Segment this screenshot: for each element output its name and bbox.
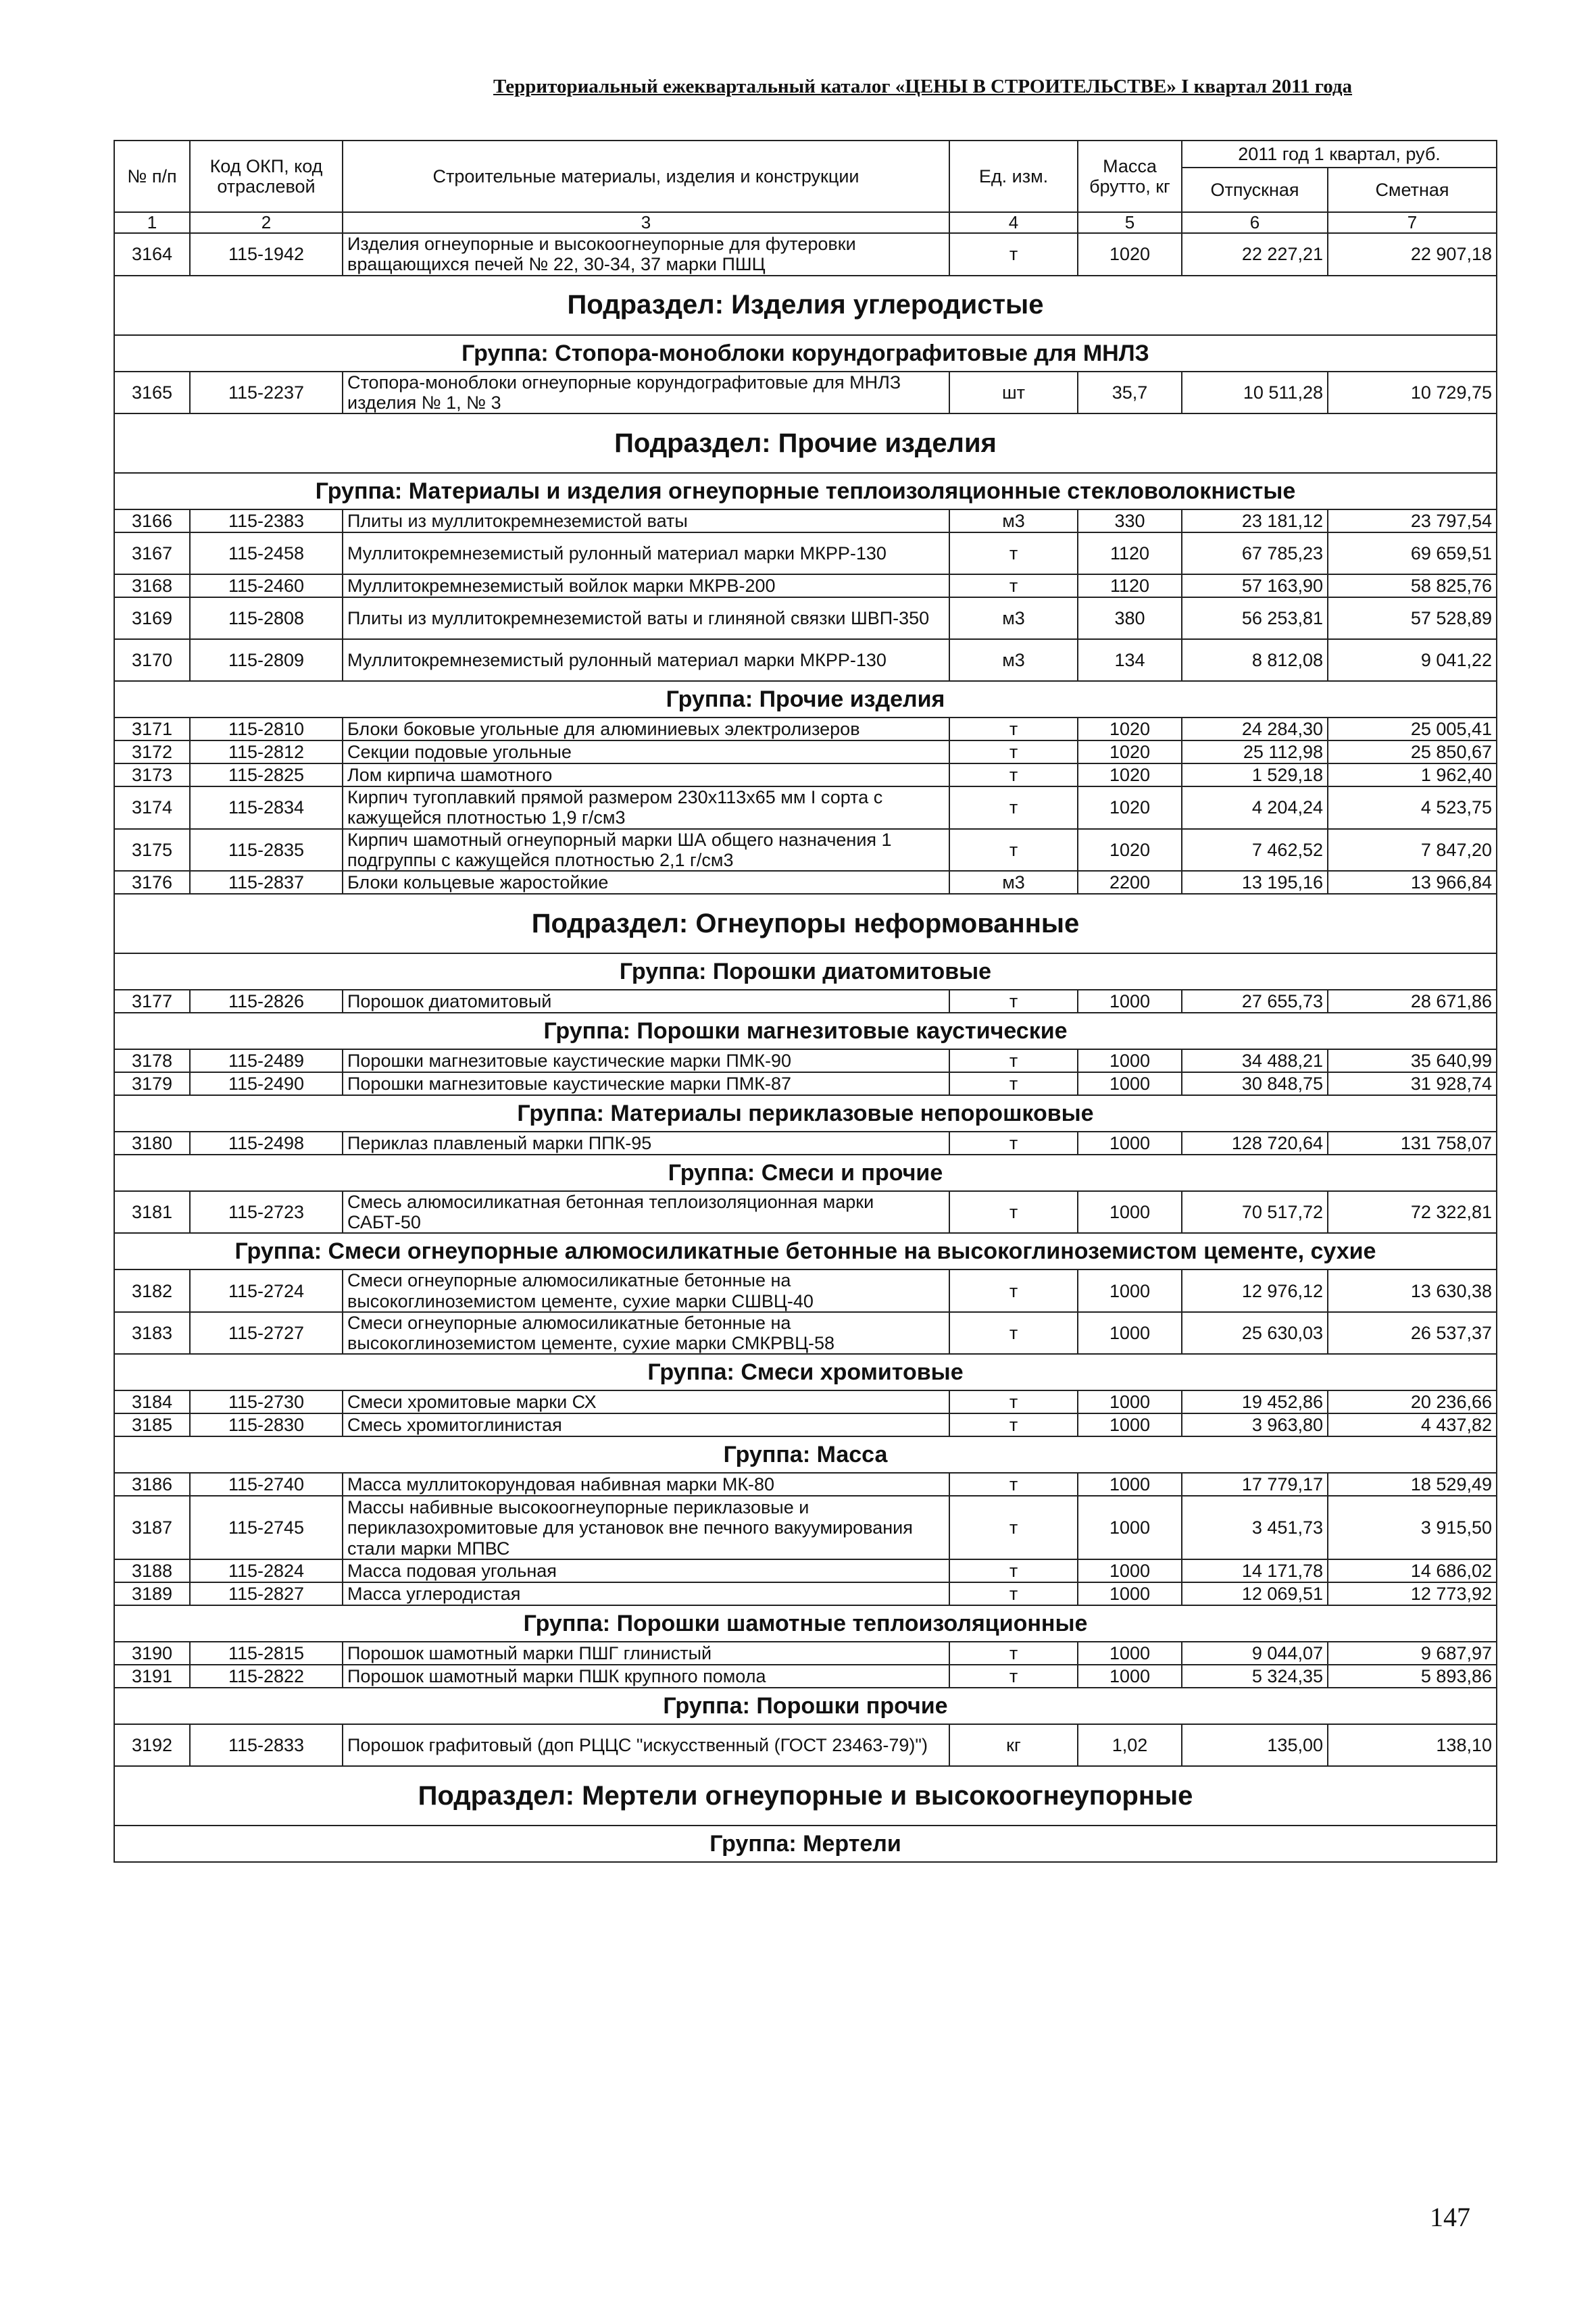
cell-num: 3187 [114,1496,190,1559]
page-number: 147 [1430,2202,1470,2232]
cell-name: Плиты из муллитокремнеземистой ваты и глиняной связки ШВП-350 [343,597,949,639]
cell-release-price: 13 195,16 [1182,871,1328,894]
cell-release-price: 12 069,51 [1182,1582,1328,1605]
cell-estimate-price: 13 966,84 [1328,871,1497,894]
price-table [114,140,1497,1863]
cell-estimate-price: 20 236,66 [1328,1390,1497,1413]
cell-code: 115-2490 [190,1072,343,1095]
cell-estimate-price: 57 528,89 [1328,597,1497,639]
cell-name: Масса муллитокорундовая набивная марки МК-80 [343,1473,949,1496]
subsection-title: Подраздел: Прочие изделия [114,413,1497,473]
cell-release-price: 12 976,12 [1182,1269,1328,1311]
cell-unit: т [949,829,1078,871]
group-row [114,1013,1497,1049]
cell-mass: 380 [1078,597,1182,639]
column-index: 7 [1328,212,1497,233]
group-title: Группа: Порошки шамотные теплоизоляционные [114,1605,1497,1642]
table-row [114,718,1497,740]
cell-estimate-price: 7 847,20 [1328,829,1497,871]
cell-mass: 1000 [1078,1559,1182,1582]
table-row [114,1269,1497,1311]
cell-num: 3190 [114,1642,190,1665]
cell-num: 3183 [114,1312,190,1354]
group-row [114,473,1497,509]
cell-name: Блоки кольцевые жаростойкие [343,871,949,894]
cell-mass: 330 [1078,509,1182,532]
cell-estimate-price: 1 962,40 [1328,763,1497,786]
cell-mass: 1000 [1078,1413,1182,1436]
cell-release-price: 3 451,73 [1182,1496,1328,1559]
cell-unit: м3 [949,871,1078,894]
table-row [114,763,1497,786]
group-title: Группа: Порошки диатомитовые [114,953,1497,990]
cell-unit: м3 [949,597,1078,639]
cell-mass: 1020 [1078,786,1182,828]
group-title: Группа: Материалы и изделия огнеупорные теплоизоляционные стекловолокнистые [114,473,1497,509]
col-header-num: № п/п [114,141,190,212]
cell-num: 3192 [114,1724,190,1766]
cell-release-price: 135,00 [1182,1724,1328,1766]
table-row [114,574,1497,597]
cell-code: 115-2834 [190,786,343,828]
cell-estimate-price: 25 850,67 [1328,740,1497,763]
cell-unit: т [949,1269,1078,1311]
cell-num: 3179 [114,1072,190,1095]
table-row [114,372,1497,413]
cell-name: Порошок шамотный марки ПШГ глинистый [343,1642,949,1665]
cell-num: 3185 [114,1413,190,1436]
col-header-period: 2011 год 1 квартал, руб. [1182,141,1497,168]
group-row [114,1354,1497,1390]
cell-code: 115-2822 [190,1665,343,1688]
cell-name: Порошки магнезитовые каустические марки ПМК-87 [343,1072,949,1095]
table-row [114,639,1497,681]
cell-release-price: 3 963,80 [1182,1413,1328,1436]
cell-estimate-price: 10 729,75 [1328,372,1497,413]
subsection-title: Подраздел: Мертели огнеупорные и высокоогнеупорные [114,1766,1497,1826]
cell-code: 115-2745 [190,1496,343,1559]
cell-release-price: 9 044,07 [1182,1642,1328,1665]
table-row [114,1049,1497,1072]
cell-num: 3166 [114,509,190,532]
table-row [114,1312,1497,1354]
cell-code: 115-2740 [190,1473,343,1496]
cell-code: 115-2810 [190,718,343,740]
cell-name: Изделия огнеупорные и высокоогнеупорные для футеровки вращающихся печей № 22, 30-34, 37 марки ПШЦ [343,233,949,275]
cell-release-price: 23 181,12 [1182,509,1328,532]
cell-estimate-price: 58 825,76 [1328,574,1497,597]
cell-mass: 1000 [1078,1642,1182,1665]
cell-num: 3178 [114,1049,190,1072]
cell-release-price: 34 488,21 [1182,1049,1328,1072]
cell-mass: 1120 [1078,532,1182,574]
cell-unit: т [949,574,1078,597]
cell-name: Порошок диатомитовый [343,990,949,1013]
cell-name: Плиты из муллитокремнеземистой ваты [343,509,949,532]
group-row [114,1605,1497,1642]
cell-release-price: 25 630,03 [1182,1312,1328,1354]
cell-unit: м3 [949,509,1078,532]
cell-unit: т [949,1413,1078,1436]
cell-release-price: 1 529,18 [1182,763,1328,786]
cell-code: 115-2830 [190,1413,343,1436]
cell-mass: 1020 [1078,718,1182,740]
cell-num: 3169 [114,597,190,639]
cell-mass: 134 [1078,639,1182,681]
group-row [114,1688,1497,1724]
cell-code: 115-2383 [190,509,343,532]
cell-release-price: 4 204,24 [1182,786,1328,828]
cell-code: 115-2808 [190,597,343,639]
group-title: Группа: Порошки прочие [114,1688,1497,1724]
cell-unit: т [949,763,1078,786]
group-row [114,1155,1497,1191]
cell-code: 115-2833 [190,1724,343,1766]
cell-estimate-price: 9 041,22 [1328,639,1497,681]
cell-estimate-price: 72 322,81 [1328,1191,1497,1233]
cell-estimate-price: 131 758,07 [1328,1132,1497,1155]
cell-num: 3175 [114,829,190,871]
table-row [114,1413,1497,1436]
cell-estimate-price: 25 005,41 [1328,718,1497,740]
col-header-estimate: Сметная [1328,168,1497,212]
cell-name: Массы набивные высокоогнеупорные периклазовые и периклазохромитовые для установок вне печного вакуумирования стали марки МПВС [343,1496,949,1559]
cell-num: 3176 [114,871,190,894]
cell-name: Масса подовая угольная [343,1559,949,1582]
table-row [114,871,1497,894]
table-row [114,829,1497,871]
cell-estimate-price: 4 437,82 [1328,1413,1497,1436]
cell-release-price: 70 517,72 [1182,1191,1328,1233]
group-title: Группа: Прочие изделия [114,681,1497,718]
cell-code: 115-2237 [190,372,343,413]
cell-code: 115-2458 [190,532,343,574]
cell-num: 3181 [114,1191,190,1233]
column-index: 2 [190,212,343,233]
cell-name: Порошок шамотный марки ПШК крупного помола [343,1665,949,1688]
cell-num: 3182 [114,1269,190,1311]
group-row [114,335,1497,372]
cell-unit: т [949,1191,1078,1233]
cell-name: Секции подовые угольные [343,740,949,763]
group-title: Группа: Материалы периклазовые непорошковые [114,1095,1497,1132]
cell-num: 3186 [114,1473,190,1496]
col-header-unit: Ед. изм. [949,141,1078,212]
cell-num: 3167 [114,532,190,574]
group-row [114,1436,1497,1473]
cell-name: Блоки боковые угольные для алюминиевых электролизеров [343,718,949,740]
cell-name: Кирпич шамотный огнеупорный марки ША общего назначения 1 подгруппы с кажущейся плотностью 2,1 г/см3 [343,829,949,871]
cell-mass: 1000 [1078,1312,1182,1354]
group-title: Группа: Смеси огнеупорные алюмосиликатные бетонные на высокоглиноземистом цементе, сухие [114,1233,1497,1269]
cell-unit: т [949,1665,1078,1688]
cell-mass: 1000 [1078,1496,1182,1559]
cell-mass: 1000 [1078,1191,1182,1233]
cell-unit: т [949,1559,1078,1582]
cell-mass: 1120 [1078,574,1182,597]
cell-estimate-price: 3 915,50 [1328,1496,1497,1559]
group-row [114,681,1497,718]
column-index: 1 [114,212,190,233]
cell-unit: т [949,1049,1078,1072]
subsection-row [114,894,1497,953]
cell-unit: т [949,233,1078,275]
cell-num: 3188 [114,1559,190,1582]
subsection-title: Подраздел: Изделия углеродистые [114,276,1497,335]
cell-code: 115-2460 [190,574,343,597]
cell-code: 115-2809 [190,639,343,681]
cell-num: 3180 [114,1132,190,1155]
table-row [114,1191,1497,1233]
cell-num: 3174 [114,786,190,828]
column-index-row [114,212,1497,233]
table-row [114,740,1497,763]
cell-unit: шт [949,372,1078,413]
cell-code: 115-2730 [190,1390,343,1413]
table-row [114,1642,1497,1665]
cell-code: 115-2498 [190,1132,343,1155]
col-header-mass: Масса брутто, кг [1078,141,1182,212]
cell-mass: 2200 [1078,871,1182,894]
cell-name: Порошки магнезитовые каустические марки ПМК-90 [343,1049,949,1072]
cell-release-price: 5 324,35 [1182,1665,1328,1688]
cell-release-price: 7 462,52 [1182,829,1328,871]
cell-unit: т [949,1072,1078,1095]
cell-release-price: 10 511,28 [1182,372,1328,413]
cell-unit: т [949,718,1078,740]
cell-release-price: 30 848,75 [1182,1072,1328,1095]
cell-name: Муллитокремнеземистый войлок марки МКРВ-200 [343,574,949,597]
cell-num: 3164 [114,233,190,275]
cell-release-price: 17 779,17 [1182,1473,1328,1496]
cell-estimate-price: 69 659,51 [1328,532,1497,574]
cell-num: 3168 [114,574,190,597]
cell-mass: 1020 [1078,233,1182,275]
cell-num: 3191 [114,1665,190,1688]
cell-code: 115-2489 [190,1049,343,1072]
group-title: Группа: Мертели [114,1826,1497,1862]
cell-mass: 1000 [1078,1132,1182,1155]
cell-estimate-price: 22 907,18 [1328,233,1497,275]
cell-name: Смесь алюмосиликатная бетонная теплоизоляционная марки САБТ-50 [343,1191,949,1233]
cell-code: 115-2826 [190,990,343,1013]
cell-mass: 1020 [1078,763,1182,786]
table-row [114,1072,1497,1095]
cell-mass: 1000 [1078,1390,1182,1413]
table-row [114,1582,1497,1605]
group-row [114,1095,1497,1132]
cell-estimate-price: 18 529,49 [1328,1473,1497,1496]
cell-mass: 1000 [1078,1072,1182,1095]
cell-code: 115-2723 [190,1191,343,1233]
cell-name: Лом кирпича шамотного [343,763,949,786]
cell-estimate-price: 23 797,54 [1328,509,1497,532]
table-row [114,233,1497,275]
cell-code: 115-2827 [190,1582,343,1605]
cell-unit: т [949,1642,1078,1665]
cell-num: 3165 [114,372,190,413]
cell-release-price: 19 452,86 [1182,1390,1328,1413]
table-row [114,1496,1497,1559]
cell-estimate-price: 138,10 [1328,1724,1497,1766]
cell-mass: 1000 [1078,1582,1182,1605]
group-title: Группа: Смеси хромитовые [114,1354,1497,1390]
cell-mass: 1000 [1078,1473,1182,1496]
cell-release-price: 14 171,78 [1182,1559,1328,1582]
col-header-code: Код ОКП, код отраслевой [190,141,343,212]
table-row [114,1390,1497,1413]
table-row [114,1559,1497,1582]
cell-mass: 1020 [1078,740,1182,763]
cell-code: 115-2727 [190,1312,343,1354]
cell-estimate-price: 35 640,99 [1328,1049,1497,1072]
group-title: Группа: Порошки магнезитовые каустические [114,1013,1497,1049]
cell-estimate-price: 13 630,38 [1328,1269,1497,1311]
col-header-name: Строительные материалы, изделия и конструкции [343,141,949,212]
cell-unit: кг [949,1724,1078,1766]
cell-code: 115-2835 [190,829,343,871]
cell-name: Смеси хромитовые марки СХ [343,1390,949,1413]
cell-unit: т [949,1312,1078,1354]
subsection-row [114,1766,1497,1826]
cell-release-price: 56 253,81 [1182,597,1328,639]
group-row [114,1233,1497,1269]
cell-mass: 35,7 [1078,372,1182,413]
group-title: Группа: Масса [114,1436,1497,1473]
table-row [114,1724,1497,1766]
table-row [114,509,1497,532]
cell-mass: 1020 [1078,829,1182,871]
cell-release-price: 24 284,30 [1182,718,1328,740]
cell-num: 3189 [114,1582,190,1605]
col-header-release: Отпускная [1182,168,1328,212]
group-title: Группа: Стопора-моноблоки корундографитовые для МНЛЗ [114,335,1497,372]
table-row [114,1473,1497,1496]
cell-mass: 1000 [1078,1269,1182,1311]
cell-name: Периклаз плавленый марки ППК-95 [343,1132,949,1155]
cell-code: 115-2837 [190,871,343,894]
cell-unit: т [949,1390,1078,1413]
cell-estimate-price: 26 537,37 [1328,1312,1497,1354]
cell-release-price: 22 227,21 [1182,233,1328,275]
cell-num: 3173 [114,763,190,786]
cell-release-price: 57 163,90 [1182,574,1328,597]
group-row [114,953,1497,990]
group-row [114,1826,1497,1862]
cell-estimate-price: 14 686,02 [1328,1559,1497,1582]
table-row [114,597,1497,639]
cell-name: Смесь хромитоглинистая [343,1413,949,1436]
cell-code: 115-2825 [190,763,343,786]
cell-unit: т [949,1496,1078,1559]
table-row [114,786,1497,828]
cell-estimate-price: 9 687,97 [1328,1642,1497,1665]
cell-estimate-price: 28 671,86 [1328,990,1497,1013]
cell-release-price: 27 655,73 [1182,990,1328,1013]
cell-unit: т [949,740,1078,763]
cell-mass: 1,02 [1078,1724,1182,1766]
cell-name: Смеси огнеупорные алюмосиликатные бетонные на высокоглиноземистом цементе, сухие марки СШВЦ-40 [343,1269,949,1311]
cell-name: Масса углеродистая [343,1582,949,1605]
cell-name: Муллитокремнеземистый рулонный материал марки МКРР-130 [343,639,949,681]
cell-num: 3171 [114,718,190,740]
cell-unit: м3 [949,639,1078,681]
cell-unit: т [949,1473,1078,1496]
cell-mass: 1000 [1078,990,1182,1013]
table-row [114,1665,1497,1688]
cell-code: 115-2812 [190,740,343,763]
cell-unit: т [949,532,1078,574]
cell-release-price: 67 785,23 [1182,532,1328,574]
column-index: 4 [949,212,1078,233]
cell-unit: т [949,1132,1078,1155]
cell-release-price: 128 720,64 [1182,1132,1328,1155]
column-index: 5 [1078,212,1182,233]
catalog-header: Территориальный ежеквартальный каталог «ЦЕНЫ В СТРОИТЕЛЬСТВЕ» I квартал 2011 года [493,76,1353,97]
cell-mass: 1000 [1078,1665,1182,1688]
cell-code: 115-2724 [190,1269,343,1311]
cell-code: 115-2824 [190,1559,343,1582]
cell-num: 3172 [114,740,190,763]
column-index: 3 [343,212,949,233]
cell-code: 115-2815 [190,1642,343,1665]
cell-estimate-price: 4 523,75 [1328,786,1497,828]
cell-estimate-price: 12 773,92 [1328,1582,1497,1605]
cell-name: Порошок графитовый (доп РЦЦС "искусственный (ГОСТ 23463-79)") [343,1724,949,1766]
subsection-row [114,276,1497,335]
cell-estimate-price: 31 928,74 [1328,1072,1497,1095]
cell-release-price: 8 812,08 [1182,639,1328,681]
column-index: 6 [1182,212,1328,233]
cell-unit: т [949,990,1078,1013]
cell-num: 3184 [114,1390,190,1413]
cell-name: Кирпич тугоплавкий прямой размером 230х113х65 мм I сорта с кажущейся плотностью 1,9 г/см3 [343,786,949,828]
table-row [114,532,1497,574]
subsection-row [114,413,1497,473]
cell-estimate-price: 5 893,86 [1328,1665,1497,1688]
subsection-title: Подраздел: Огнеупоры неформованные [114,894,1497,953]
group-title: Группа: Смеси и прочие [114,1155,1497,1191]
table-row [114,990,1497,1013]
cell-name: Стопора-моноблоки огнеупорные корундографитовые для МНЛЗ изделия № 1, № 3 [343,372,949,413]
table-row [114,1132,1497,1155]
cell-unit: т [949,786,1078,828]
cell-name: Смеси огнеупорные алюмосиликатные бетонные на высокоглиноземистом цементе, сухие марки СМКРВЦ-58 [343,1312,949,1354]
cell-unit: т [949,1582,1078,1605]
cell-name: Муллитокремнеземистый рулонный материал марки МКРР-130 [343,532,949,574]
cell-mass: 1000 [1078,1049,1182,1072]
cell-code: 115-1942 [190,233,343,275]
cell-release-price: 25 112,98 [1182,740,1328,763]
cell-num: 3177 [114,990,190,1013]
cell-num: 3170 [114,639,190,681]
